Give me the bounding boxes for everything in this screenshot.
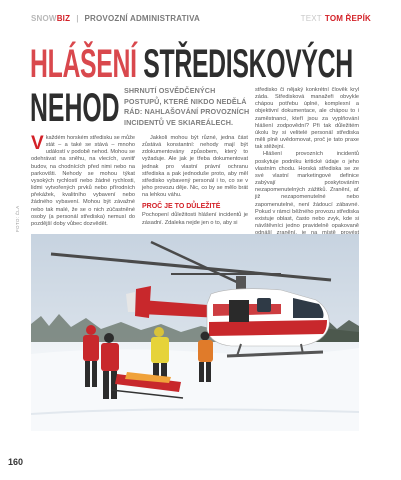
author-credit <box>301 14 371 23</box>
brand-snow: SNOW <box>31 14 57 23</box>
headline-line-2: NEHOD <box>30 86 120 130</box>
author-name: TOM ŘEPÍK <box>324 14 371 23</box>
running-header <box>31 14 371 26</box>
body-column-2 <box>142 135 248 227</box>
headline-line-1 <box>30 44 353 84</box>
column-1-text: každém horském středisku se může stát – a také se stává – mnoho událostí v podobě nehod. Mohou se odehrávat na sněhu, na vlecích, uvnitř budov, na chodnících před nimi nebo na parkovišti. Nehody se mohou týkat vysokých rychlostí nebo žádné rychlosti, lidmi vytvořených prvků nebo přírodních překážek, kvalitního vybavení nebo žádného vybavení. Mohou být závažné nebo tak malé, že se o nich zúčastněné osoby (a personál střediska) nemusí do pozdější doby vůbec dozvědět. <box>31 135 135 227</box>
column-2-paragraph: Jakkoli mohou být různé, jedna část zůstává konstantní: nehody mají být zdokumentovány způsobem, který to vyžaduje. Ale jak je třeba dokumentovat jednak pro vlastní právní ochranu střediska a pak jednoduše proto, aby měl středisko vybavený personál i to, co se v jeho provozu děje. Nic, co by se mělo brát na lehkou váhu. <box>142 135 248 199</box>
column-3-paragraph: středisko či nějaký konkrétní člověk kryl záda. Středisková manažeři obvykle chápou potřebu úplné, komplexní a objektivní dokumentace, ale chápou to i zaměstnanci, kteří jsou za vyplňování hlášení zodpovědní? Při tak důležitém úkolu by si velitelé personál střediska měli plně uvědomovat, proč je tato praxe tak stěžejní. <box>255 87 359 151</box>
photo-credit: FOTO: ČLA <box>15 205 20 232</box>
headline-dark-word: STŘEDISKOVÝCH <box>143 42 353 86</box>
column-3-paragraph-2: Hlášení provozních incidentů poskytuje podniku kritické údaje o jeho vlastním chodu. Horská střediska se ze své vlastní marketingové definice zabývají poskytováním nezapomenutelných zážitků. Zranění, ať již nezapomenutelné nebo zapomenutelné, není žádoucí zábavné. Pokud v rámci běžného provozu střediska existuje oblast, často nebo zvyk, kde si návštěvníci jedno pravidelně opakovaně <box>255 151 359 229</box>
rescue-helicopter-photo <box>31 234 359 431</box>
body-column-3 <box>255 87 359 244</box>
header-separator: | <box>76 14 79 23</box>
body-column-1 <box>31 135 135 228</box>
headline-red-word: HLÁŠENÍ <box>30 42 137 86</box>
drop-cap: V <box>31 133 44 154</box>
page-number: 160 <box>8 457 24 467</box>
article-subtitle: SHRNUTÍ OSVĚDČENÝCH POSTUPŮ, KTERÉ NIKDO NEDĚLÁ RÁD: NAHLAŠOVÁNÍ PROVOZNÍCH INCIDENTŮ VE SKIAREÁLECH. <box>124 86 250 127</box>
brand-biz: BIZ <box>56 14 71 23</box>
text-label: TEXT <box>300 14 322 23</box>
section-header <box>31 14 200 23</box>
column-2-paragraph-2: Pochopení důležitosti hlášení incidentů je zásadní. Zdaleka nejde jen o to, aby si <box>142 212 248 226</box>
helicopter-illustration-icon <box>31 234 359 431</box>
column-subheading: PROČ JE TO DŮLEŽITÉ <box>142 203 221 211</box>
section-name: PROVOZNÍ ADMINISTRATIVA <box>84 14 201 23</box>
